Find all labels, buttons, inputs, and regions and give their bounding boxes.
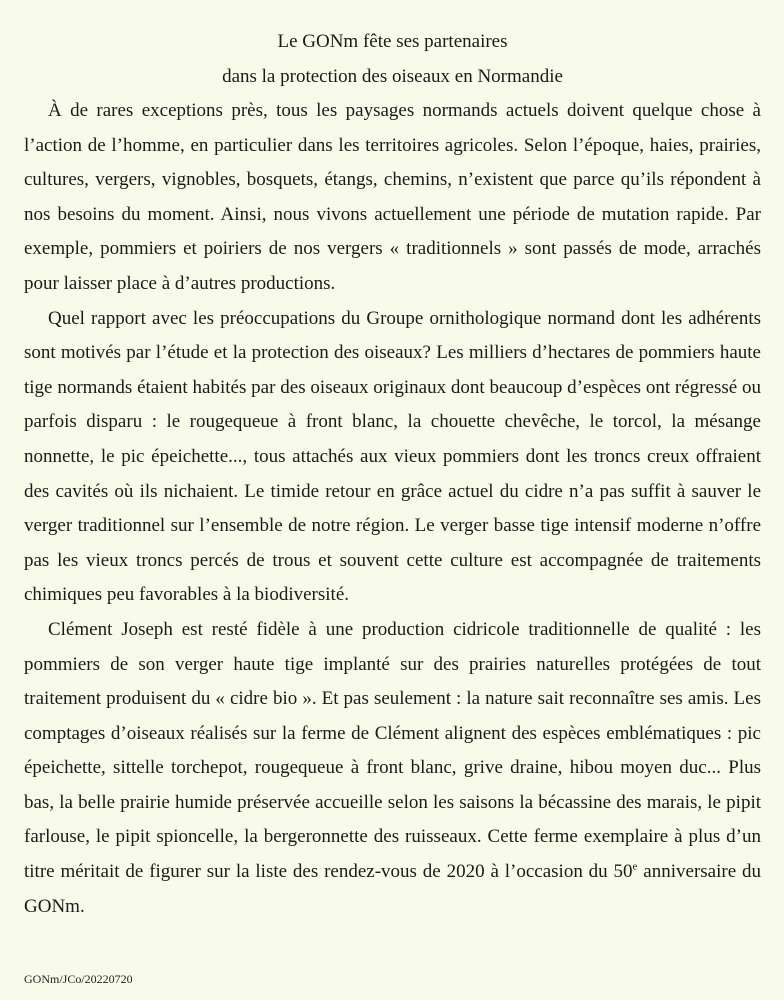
paragraph-2: Quel rapport avec les préoccupations du Groupe ornithologique normand dont les adhérents sont motivés par l’étude et la protection des oiseaux? Les milliers d’hectares de pommiers haute tige normands étaient habités par des oiseaux originaux dont beaucoup d’espèces ont régressé ou parfois disparu : le rougequeue à front blanc, la chouette chevêche, le torcol, la mésange nonnette, le pic épeichette..., tous attachés aux vieux pommiers dont les troncs creux offraient des cavités où ils nichaient. Le timide retour en grâce actuel du cidre n’a pas suffit à sauver le verger traditionnel sur l’ensemble de notre région. Le verger basse tige intensif moderne n’offre pas les vieux troncs percés de trous et souvent cette culture est accompagnée de traitements chimiques peu favorables à la biodiversité. [24, 307, 761, 606]
paragraph-3-tail: anniversaire du GONm. [24, 861, 761, 917]
paragraph-3 [24, 613, 761, 924]
footer-reference: GONm/JCo/20220720 [24, 972, 133, 986]
title-line-2: dans la protection des oiseaux en Normandie [222, 66, 563, 87]
title-line-1: Le GONm fête ses partenaires [277, 31, 508, 52]
ordinal-superscript: e [632, 860, 638, 873]
paragraph-1: À de rares exceptions près, tous les paysages normands actuels doivent quelque chose à l’action de l’homme, en particulier dans les territoires agricoles. Selon l’époque, haies, prairies, cultures, vergers, vignobles, bosquets, étangs, chemins, n’existent que parce qu’ils répondent à nos besoins du moment. Ainsi, nous vivons actuellement une période de mutation rapide. Par exemple, pommiers et poiriers de nos vergers « traditionnels » sont passés de mode, arrachés pour laisser place à d’autres productions. [24, 100, 761, 294]
paragraph-3-text: Clément Joseph est resté fidèle à une production cidricole traditionnelle de qualité : les pommiers de son verger haute tige implanté sur des prairies naturelles protégées de tout traitement produisent du « cidre bio ». Et pas seulement : la nature sait reconnaître ses amis. Les comptages d’oiseaux réalisés sur la ferme de Clément alignent des espèces emblématiques : pic épeichette, sittelle torchepot, rougequeue à front blanc, grive draine, hibou moyen duc... Plus bas, la belle prairie humide préservée accueille selon les saisons la bécassine des marais, le pipit farlouse, le pipit spioncelle, la bergeronnette des ruisseaux. Cette ferme exemplaire à plus d’un titre méritait de figurer sur la liste des rendez-vous de 2020 à l’occasion du 50 [24, 618, 761, 883]
document-page [24, 24, 761, 924]
